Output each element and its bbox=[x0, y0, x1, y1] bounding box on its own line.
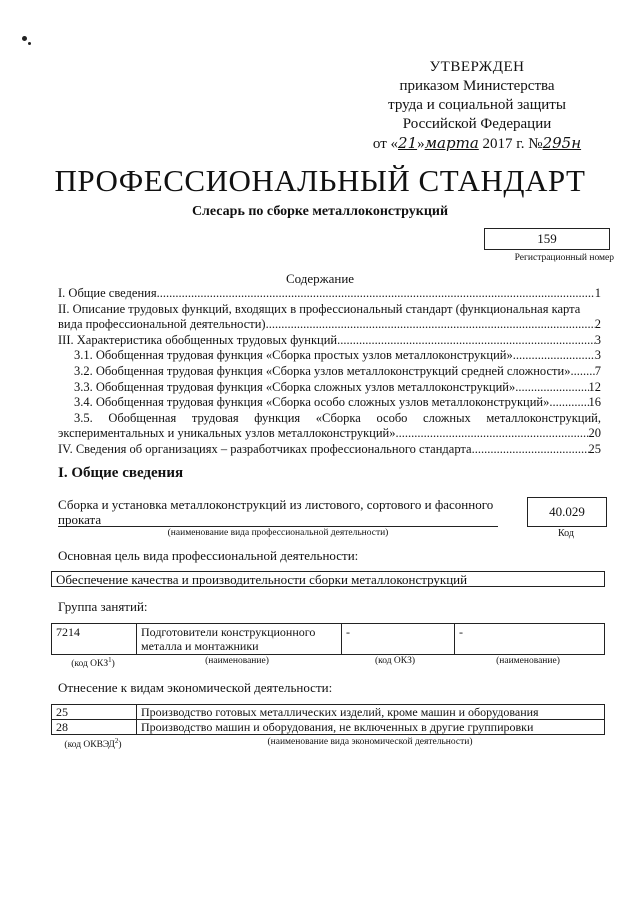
caption-okz: (код ОКЗ$^1$) bbox=[71, 656, 115, 670]
approval-date: от «21»марта 2017 г. №295н bbox=[372, 134, 582, 152]
toc-item[interactable]: I. Общие сведения ..... 1 bbox=[58, 286, 601, 302]
toc-heading: Содержание bbox=[285, 271, 355, 286]
okved-name-cell: Производство машин и оборудования, не включенных в другие группировки bbox=[137, 720, 605, 735]
activity-code: 40.029 bbox=[527, 497, 607, 527]
table-of-contents bbox=[58, 286, 601, 458]
goal-label: Основная цель вида профессиональной деятельности: bbox=[58, 548, 359, 563]
table-row bbox=[52, 720, 605, 735]
toc-item[interactable]: II. Описание трудовых функций, входящих в профессиональный стандарт (функциональная карта вида профессиональной деятельности) ..... 2 bbox=[58, 302, 601, 333]
section-title: I. Общие сведения bbox=[58, 465, 184, 481]
okz-code-cell: 7214 bbox=[52, 624, 137, 655]
caption-okz: (код ОКЗ) bbox=[374, 656, 416, 666]
okz-name-cell: Подготовители конструкционного металла и монтажники bbox=[137, 624, 342, 655]
handwritten-order-number: 295н bbox=[542, 134, 582, 152]
goal-text: Обеспечение качества и производительности сборки металлоконструкций bbox=[51, 571, 605, 587]
okved-table bbox=[51, 704, 605, 735]
caption-name: (наименование) bbox=[205, 656, 269, 666]
registration-caption: Регистрационный номер bbox=[514, 253, 614, 263]
caption-okved-name: (наименование вида экономической деятельности) bbox=[267, 737, 473, 747]
activity-underline bbox=[58, 526, 498, 527]
okz-name-cell: - bbox=[455, 624, 605, 655]
registration-number: 159 bbox=[484, 228, 610, 250]
toc-item[interactable]: III. Характеристика обобщенных трудовых функций ..... 3 bbox=[58, 333, 601, 349]
occupation-group-table bbox=[51, 623, 605, 655]
toc-item[interactable]: 3.1. Обобщенная трудовая функция «Сборка простых узлов металлоконструкций» ..... 3 bbox=[58, 348, 601, 364]
approval-line: приказом Министерства bbox=[399, 78, 555, 94]
group-label: Группа занятий: bbox=[58, 599, 148, 614]
table-row bbox=[52, 705, 605, 720]
approval-line: труда и социальной защиты bbox=[388, 97, 566, 113]
table-row bbox=[52, 624, 605, 655]
approval-head: УТВЕРЖДЕН bbox=[429, 59, 525, 75]
okved-label: Отнесение к видам экономической деятельности: bbox=[58, 680, 333, 695]
caption-okved: (код ОКВЭД$^2$) bbox=[64, 737, 122, 751]
okved-code-cell: 25 bbox=[52, 705, 137, 720]
scan-mark bbox=[28, 42, 31, 45]
okved-code-cell: 28 bbox=[52, 720, 137, 735]
activity-code-caption: Код bbox=[558, 528, 574, 539]
caption-name: (наименование) bbox=[496, 656, 560, 666]
activity-name: Сборка и установка металлоконструкций из листового, сортового и фасонного проката bbox=[58, 497, 494, 527]
toc-item[interactable]: 3.5. Обобщенная трудовая функция «Сборка особо сложных металлоконструкций, экспериментальных и уникальных узлов металлоконструкций» ..... 20 bbox=[58, 411, 601, 442]
activity-caption: (наименование вида профессиональной деятельности) bbox=[167, 528, 389, 538]
scan-mark bbox=[22, 36, 27, 41]
handwritten-day: 21 bbox=[398, 134, 418, 152]
toc-item[interactable]: IV. Сведения об организациях – разработчиках профессионального стандарта ..... 25 bbox=[58, 442, 601, 458]
document-title: ПРОФЕССИОНАЛЬНЫЙ СТАНДАРТ bbox=[54, 163, 586, 198]
toc-item[interactable]: 3.3. Обобщенная трудовая функция «Сборка сложных узлов металлоконструкций» ..... 12 bbox=[58, 380, 601, 396]
approval-block bbox=[372, 58, 582, 154]
toc-item[interactable]: 3.2. Обобщенная трудовая функция «Сборка узлов металлоконструкций средней сложности» ..... 7 bbox=[58, 364, 601, 380]
okz-code-cell: - bbox=[342, 624, 455, 655]
okved-name-cell: Производство готовых металлических изделий, кроме машин и оборудования bbox=[137, 705, 605, 720]
handwritten-month: марта bbox=[424, 134, 479, 152]
document-subtitle: Слесарь по сборке металлоконструкций bbox=[191, 204, 449, 219]
approval-line: Российской Федерации bbox=[402, 116, 552, 132]
toc-item[interactable]: 3.4. Обобщенная трудовая функция «Сборка особо сложных узлов металлоконструкций» ..... 16 bbox=[58, 395, 601, 411]
